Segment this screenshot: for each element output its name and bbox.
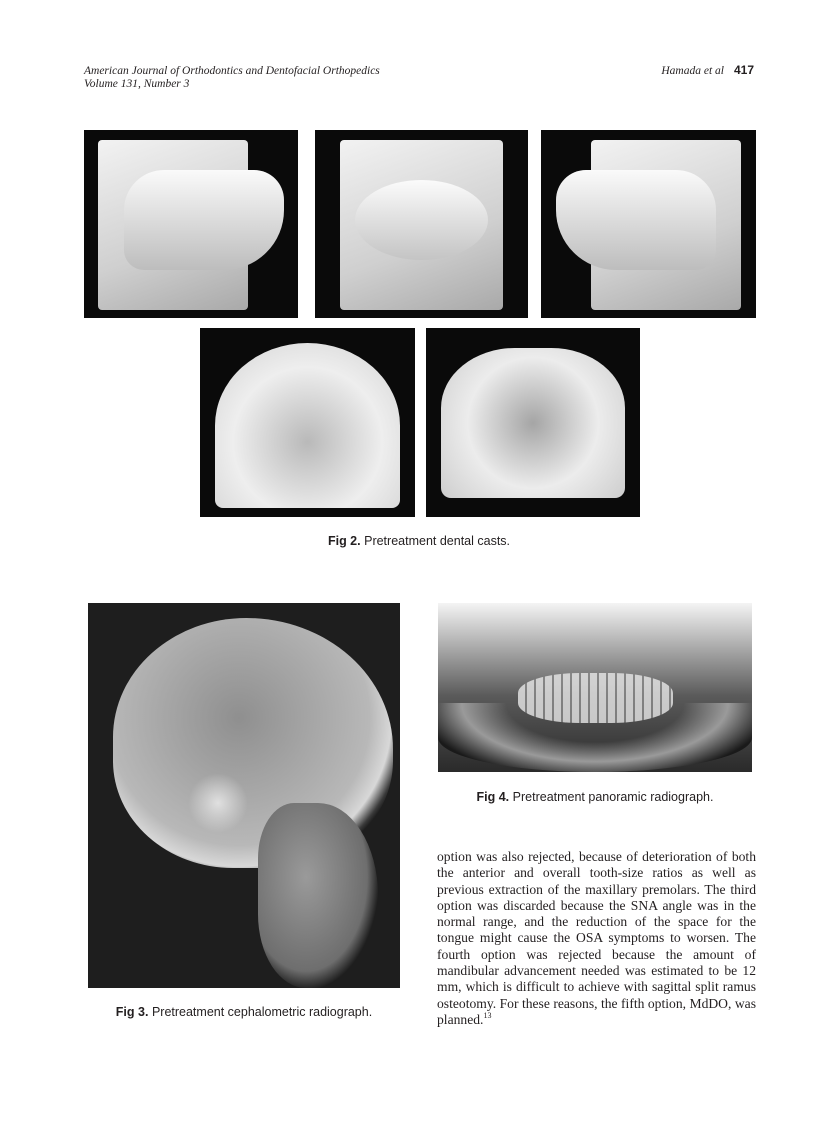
fig4-caption	[438, 790, 752, 804]
fig3-caption-text: Pretreatment cephalometric radiograph.	[151, 1005, 373, 1019]
panoramic-radiograph	[438, 603, 752, 772]
dental-cast-maxillary-occlusal-photo	[200, 328, 415, 517]
body-paragraph-text: option was also rejected, because of deterioration of both the anterior and overall tooth-size ratios as well as previous extraction of the maxillary premolars. The third option was discarded because the SNA angle was in the normal range, and the reduction of the space for the tongue might cause the OSA symptoms to worsen. The fourth option was rejected because the amount of mandibular advancement needed was estimated to be 12 mm, which is difficult to achieve with sagittal split ramus osteotomy. For these reasons, the fifth option, MdDO, was planned.	[437, 849, 756, 1027]
authors: Hamada et al	[661, 65, 724, 77]
reference-citation[interactable]: 13	[483, 1010, 492, 1020]
fig3-caption	[88, 1005, 400, 1019]
dental-cast-left-lateral-photo	[541, 130, 756, 318]
fig2-label: Fig 2.	[327, 534, 361, 548]
journal-title: American Journal of Orthodontics and Dentofacial Orthopedics	[84, 65, 380, 77]
fig3-label: Fig 3.	[115, 1005, 149, 1019]
dental-cast-right-lateral-photo	[84, 130, 298, 318]
running-header-left	[84, 65, 380, 91]
dental-cast-mandibular-occlusal-photo	[426, 328, 640, 517]
fig2-caption-text: Pretreatment dental casts.	[364, 534, 511, 548]
cephalometric-radiograph	[88, 603, 400, 988]
fig2-caption	[0, 534, 838, 548]
volume-info: Volume 131, Number 3	[84, 78, 190, 90]
page-number: 417	[733, 63, 754, 77]
running-header-right	[661, 64, 754, 78]
body-paragraph	[437, 849, 756, 1028]
dental-cast-frontal-photo	[315, 130, 528, 318]
fig4-caption-text: Pretreatment panoramic radiograph.	[512, 790, 714, 804]
fig4-label: Fig 4.	[476, 790, 510, 804]
